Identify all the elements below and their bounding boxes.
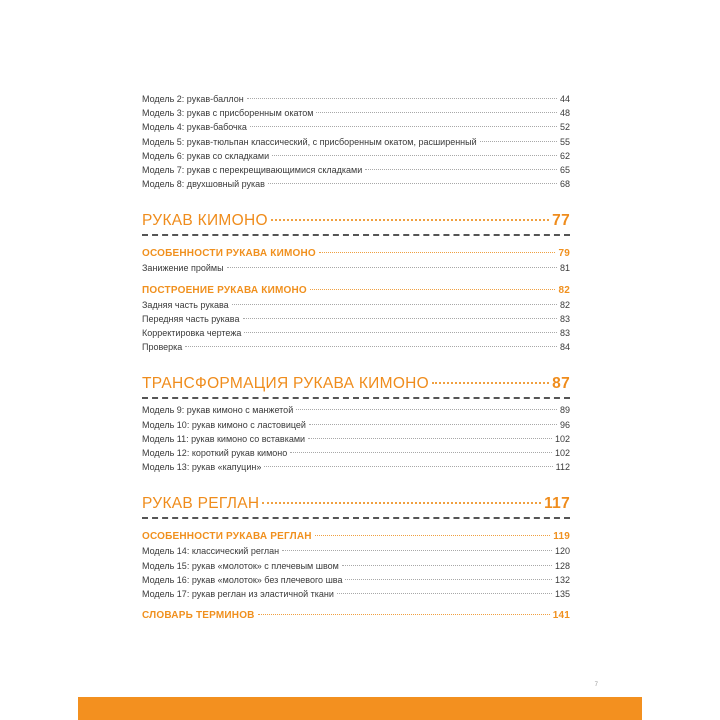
toc-entry[interactable] [142,106,570,120]
section-heading[interactable] [142,609,570,623]
toc-entry[interactable] [142,163,570,177]
toc-entry-label: Модель 17: рукав реглан из эластичной ткани [142,589,334,600]
toc-entry-page: 82 [559,299,570,310]
section-title: ОСОБЕННОСТИ РУКАВА КИМОНО [142,248,316,260]
toc-entry-page: 65 [559,165,570,176]
toc-entry[interactable] [142,544,570,558]
toc-entry-label: Модель 12: короткий рукав кимоно [142,448,288,459]
dot-leader [264,466,552,467]
toc-entry-label: Модель 10: рукав кимоно с ластовицей [142,419,306,430]
section-heading[interactable] [142,530,570,544]
chapter-title: РУКАВ КИМОНО [142,212,268,230]
toc-entry-page: 112 [555,462,570,473]
chapter-kimono [142,211,570,354]
toc-entry-label: Модель 5: рукав-тюльпан классический, с присборенным окатом, расширенный [142,136,477,147]
toc-entry-label: Модель 6: рукав со складками [142,150,270,161]
top-entries-list [142,92,570,191]
toc-entry[interactable] [142,432,570,446]
table-of-contents [142,92,570,623]
dot-leader [315,535,551,536]
toc-entry-page: 89 [559,405,570,416]
toc-entry[interactable] [142,418,570,432]
dot-leader [319,252,556,253]
toc-entry[interactable] [142,120,570,134]
chapter-page: 87 [552,375,570,393]
toc-entry-label: Передняя часть рукава [142,313,240,324]
toc-entry-page: 132 [554,574,570,585]
toc-entry-label: Модель 13: рукав «капуцин» [142,462,262,473]
toc-entry-page: 102 [554,448,570,459]
dot-leader [290,452,552,453]
toc-entry[interactable] [142,446,570,460]
dot-leader [247,98,557,99]
toc-entry-label: Занижение проймы [142,263,224,274]
dashed-divider [142,397,570,399]
toc-entry-label: Модель 8: двухшовный рукав [142,179,265,190]
dot-leader [310,289,556,290]
section-title: ПОСТРОЕНИЕ РУКАВА КИМОНО [142,284,307,296]
dot-leader [185,346,557,347]
toc-entry-label: Модель 11: рукав кимоно со вставками [142,433,306,444]
toc-entry-label: Корректировка чертежа [142,328,242,339]
toc-entry[interactable] [142,559,570,573]
dot-leader [268,183,557,184]
toc-entry-page: 62 [559,150,570,161]
toc-entry-page: 96 [559,419,570,430]
chapter-page: 117 [544,495,570,513]
toc-entry-label: Модель 14: классический реглан [142,546,280,557]
page-number: 7 [594,682,598,688]
toc-entry-page: 68 [559,179,570,190]
toc-entry-page: 81 [559,263,570,274]
toc-entry[interactable] [142,135,570,149]
section-heading[interactable] [142,247,570,261]
dot-leader [345,579,551,580]
toc-entry-label: Модель 16: рукав «молоток» без плечевого шва [142,574,343,585]
chapter-page: 77 [552,212,570,230]
toc-entry[interactable] [142,403,570,417]
toc-entry[interactable] [142,92,570,106]
dot-leader [258,614,550,615]
toc-entry[interactable] [142,177,570,191]
dot-leader [243,318,557,319]
dot-leader [250,126,557,127]
toc-entry-page: 83 [559,328,570,339]
dot-leader [282,550,552,551]
toc-entry-page: 84 [559,342,570,353]
dot-leader [271,219,549,221]
toc-entry-page: 135 [554,589,570,600]
dashed-divider [142,517,570,519]
toc-entry[interactable] [142,587,570,601]
dot-leader [232,304,557,305]
toc-entry-page: 55 [559,136,570,147]
toc-entry-page: 48 [559,108,570,119]
toc-entry[interactable] [142,340,570,354]
chapter-raglan [142,494,570,623]
section-page: 82 [558,284,570,296]
toc-entry-page: 83 [559,313,570,324]
dot-leader [480,141,557,142]
footer-accent-bar [78,697,642,720]
section-page: 79 [558,248,570,260]
toc-entry-label: Модель 2: рукав-баллон [142,94,244,104]
chapter-heading[interactable] [142,374,570,394]
toc-entry[interactable] [142,460,570,474]
chapter-heading[interactable] [142,494,570,514]
toc-entry-label: Модель 7: рукав с перекрещивающимися складками [142,165,363,176]
dot-leader [432,382,549,384]
chapter-kimono-transformation [142,374,570,474]
chapter-title: РУКАВ РЕГЛАН [142,495,260,513]
toc-entry-label: Модель 3: рукав с присборенным окатом [142,108,314,119]
dot-leader [272,155,557,156]
section-page: 141 [552,610,570,622]
toc-entry[interactable] [142,312,570,326]
toc-entry[interactable] [142,149,570,163]
toc-entry-page: 128 [554,560,570,571]
toc-entry-label: Проверка [142,342,183,353]
dot-leader [227,267,557,268]
dot-leader [308,438,552,439]
section-heading[interactable] [142,284,570,298]
toc-entry-page: 52 [559,122,570,133]
dot-leader [296,409,557,410]
section-page: 119 [553,531,570,543]
toc-entry[interactable] [142,326,570,340]
dashed-divider [142,234,570,236]
toc-entry-page: 120 [554,546,570,557]
toc-entry[interactable] [142,298,570,312]
toc-entry-page: 44 [559,94,570,104]
dot-leader [262,502,541,504]
section-title: СЛОВАРЬ ТЕРМИНОВ [142,610,255,622]
toc-entry-label: Модель 15: рукав «молоток» с плечевым швом [142,560,339,571]
dot-leader [309,424,557,425]
toc-entry-label: Модель 9: рукав кимоно с манжетой [142,405,294,416]
dot-leader [244,332,557,333]
chapter-title: ТРАНСФОРМАЦИЯ РУКАВА КИМОНО [142,375,430,393]
toc-entry[interactable] [142,573,570,587]
toc-entry-label: Модель 4: рукав-бабочка [142,122,247,133]
toc-entry-label: Задняя часть рукава [142,299,229,310]
dot-leader [316,112,557,113]
section-title: ОСОБЕННОСТИ РУКАВА РЕГЛАН [142,531,312,543]
toc-entry[interactable] [142,261,570,275]
dot-leader [337,593,552,594]
chapter-heading[interactable] [142,211,570,231]
dot-leader [342,565,552,566]
dot-leader [365,169,557,170]
toc-entry-page: 102 [554,433,570,444]
